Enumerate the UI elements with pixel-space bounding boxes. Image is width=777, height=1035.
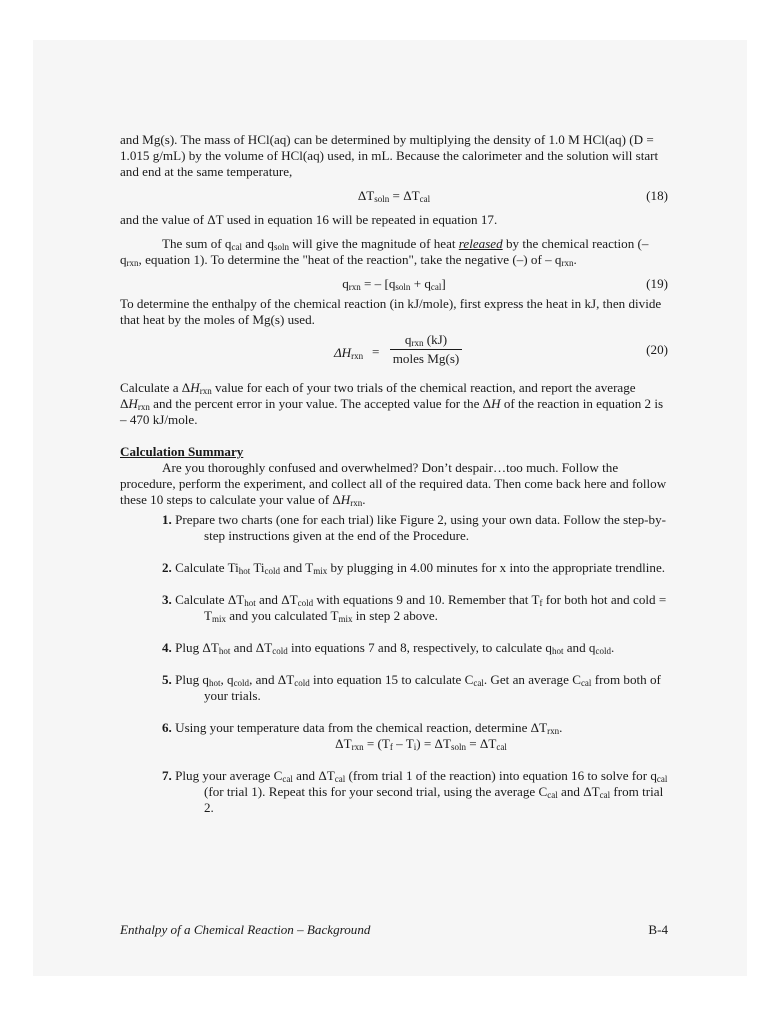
equation-number: (18): [646, 188, 668, 203]
equation-number: (20): [646, 342, 668, 357]
paragraph-heat-sum: The sum of $q_{cal}$ and $q_{soln}$ will give the magnitude of heat released by the chemical reaction (– $q_{rxn}$, equation 1). To determine the "heat of the reaction", take the negative (–) of – $q_{rxn}$.: [120, 236, 649, 268]
fraction: [390, 332, 462, 367]
equation-20: $\Delta H_{rxn}$ = $q_{rxn}$ (kJ) moles Mg(s) (20): [334, 332, 668, 366]
emphasis-released: released: [458, 236, 503, 251]
paragraph-delta-t: and the value of ΔT used in equation 16 will be repeated in equation 17.: [120, 212, 498, 227]
step-equation: $\Delta T_{rxn} = (T_f - T_i) = \Delta T_{soln} = \Delta T_{cal}$: [335, 736, 507, 752]
list-item: 3. Calculate $\Delta T_{hot}$ and $\Delta T_{cold}$ with equations 9 and 10. Remember that $T_f$ for both hot and cold = $T_{mix}$ and you calculated $T_{mix}$ in step 2 above.: [162, 592, 667, 624]
paragraph-enthalpy: To determine the enthalpy of the chemical reaction (in kJ/mole), first express the heat in kJ, then divide that heat by the moles of Mg(s) used.: [120, 296, 662, 327]
list-item: 5. Plug $q_{hot}$, $q_{cold}$, and $\Delta T_{cold}$ into equation 15 to calculate $C_{cal}$. Get an average $C_{cal}$ from both of your trials.: [162, 672, 661, 703]
page-content: [120, 132, 668, 816]
list-item: 4. Plug $\Delta T_{hot}$ and $\Delta T_{cold}$ into equations 7 and 8, respectively, to calculate $q_{hot}$ and $q_{cold}$.: [162, 640, 615, 656]
equation-number: (19): [646, 276, 668, 291]
list-item: 2. Calculate $Ti_{hot}$ $Ti_{cold}$ and $T_{mix}$ by plugging in 4.00 minutes for x into the appropriate trendline.: [162, 560, 666, 576]
page-footer: [120, 922, 668, 938]
section-heading: Calculation Summary: [120, 444, 244, 459]
page-number: B-4: [648, 922, 668, 937]
fraction-denominator: moles Mg(s): [392, 351, 460, 366]
steps-list: [120, 512, 668, 816]
equation-19: $q_{rxn}$ = – $[q_{soln} + q_{cal}]$ (19): [342, 276, 668, 292]
list-item: 6. Using your temperature data from the chemical reaction, determine $\Delta T_{rxn}$. $\Delta T_{rxn} = (T_f - T_i) = \Delta T_{soln} = \Delta T_{cal}$: [120, 720, 668, 752]
paragraph-mass-hcl: and Mg(s). The mass of HCl(aq) can be determined by multiplying the density of 1.0 M HCl(aq) (D = 1.015 g/mL) by the volume of HCl(aq) used, in mL. Because the calorimeter and the solution will start and end at the same temperature,: [120, 132, 659, 179]
paragraph-calculate-dh: Calculate a $\Delta H_{rxn}$ value for each of your two trials of the chemical reaction, and report the average $\Delta H_{rxn}$ and the percent error in your value. The accepted value for the ΔH of the reaction in equation 2 is – 470 kJ/mole.: [120, 380, 664, 427]
paragraph-summary: Are you thoroughly confused and overwhelmed? Don’t despair…too much. Follow the procedure, perform the experiment, and collect all of the required data. Then come back here and follow these 10 steps to calculate your value of $\Delta H_{rxn}$.: [120, 460, 667, 508]
footer-title: Enthalpy of a Chemical Reaction – Background: [120, 922, 371, 937]
fraction-numerator: $q_{rxn}$ (kJ): [390, 332, 462, 350]
list-item: 7. Plug your average $C_{cal}$ and $\Delta T_{cal}$ (from trial 1 of the reaction) into equation 16 to solve for $q_{cal}$ (for trial 1). Repeat this for your second trial, using the average $C_{cal}$ and $\Delta T_{cal}$ from trial 2.: [162, 768, 668, 815]
list-item: 1. Prepare two charts (one for each trial) like Figure 2, using your own data. Follow the step-by-step instructions given at the end of the Procedure.: [162, 512, 666, 543]
equation-18: $\Delta T_{soln} = \Delta T_{cal}$ (18): [357, 188, 668, 204]
